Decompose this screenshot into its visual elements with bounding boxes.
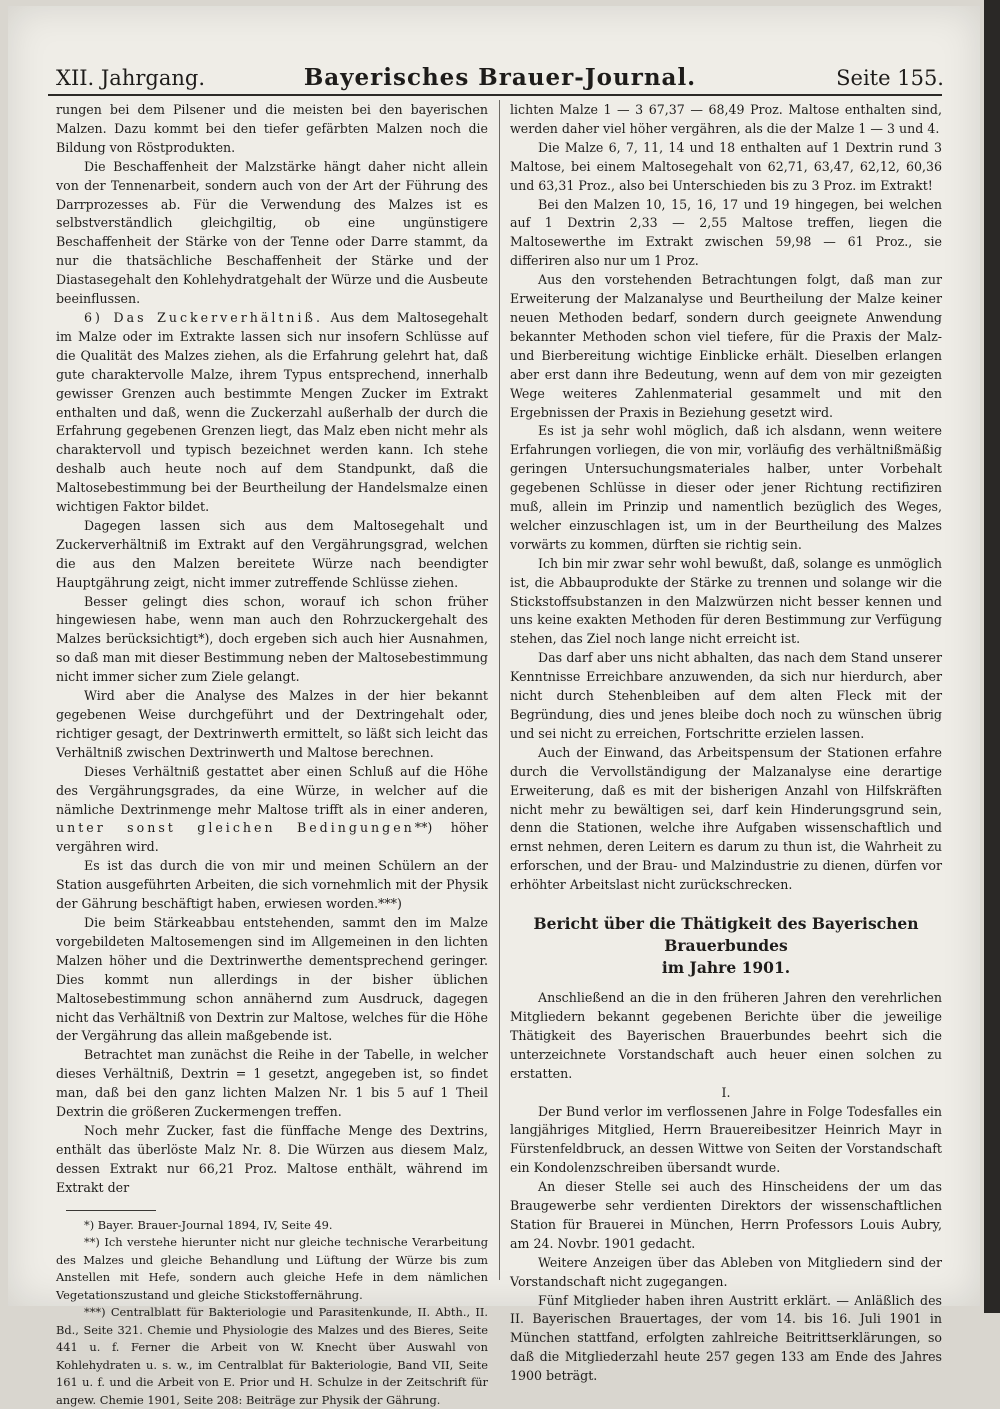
paragraph: Es ist das durch die von mir und meinen Schülern an der Station ausgeführten Arbeiten, die sich vornehmlich mit der Physik der Gährung beschäftigt haben, erwiesen worden.***) [56, 858, 488, 912]
volume-label: XII. Jahrgang. [56, 66, 205, 90]
article-heading-line: im Jahre 1901. [661, 958, 791, 978]
paragraph: Dagegen lassen sich aus dem Maltosegehalt und Zuckerverhältniß im Extrakt auf den Vergährungsgrad, welchen die aus den Malzen bereitete Würze nach beendigter Hauptgährung zeigt, nicht immer zutreffende Schlüsse ziehen. [56, 517, 488, 590]
paragraph-text: Dieses Verhältniß gestattet aber einen Schluß auf die Höhe des Vergährungsgrades, da eine Würze, in welcher auf die nämliche Dextrinmenge mehr Maltose trifft als in einer anderen, [56, 763, 488, 817]
paragraph: Der Bund verlor im verflossenen Jahre in Folge Todesfalles ein langjähriges Mitglied, Herrn Brauereibesitzer Heinrich Mayr in Fürstenfeldbruck, an dessen Wittwe von Seiten der Vorstandschaft ein Kondolenzschreiben übersandt wurde. [510, 1103, 942, 1176]
paragraph: Die beim Stärkeabbau entstehenden, sammt den im Malze vorgebildeten Maltosemengen sind im Allgemeinen in den lichten Malzen höher und die Dextrinwerthe dementsprechend geringer. Dies kommt nun allerdings in der bisher üblichen Maltosebestimmung schon annähernd zum Ausdruck, dagegen nicht das Verhältniß von Dextrin zur Maltose, welches für die Höhe der Vergährung das allein maßgebende ist. [56, 914, 488, 1044]
article-heading [510, 913, 942, 979]
paragraph: Ich bin mir zwar sehr wohl bewußt, daß, solange es unmöglich ist, die Abbauprodukte der Stärke zu trennen und solange wir die Stickstoffsubstanzen in den Malzwürzen nicht besser kennen und uns keine exakten Methoden für deren Bestimmung zur Verfügung stehen, das Ziel noch lange nicht erreicht ist. [510, 555, 942, 647]
paragraph-text: **) höher vergähren wird. [56, 820, 488, 855]
paragraph: Das darf aber uns nicht abhalten, das nach dem Stand unserer Kenntnisse Erreichbare anzuwenden, da sich nur hierdurch, aber nicht durch Stehenbleiben auf dem alten Fleck mit der Begründung, dies und jenes bleibe doch noch zu wünschen übrig und sei nicht zu erreichen, Fortschritte erzielen lassen. [510, 650, 942, 741]
paragraph: Weitere Anzeigen über das Ableben von Mitgliedern sind der Vorstandschaft nicht zugegangen. [510, 1254, 942, 1289]
paragraph-text: Aus dem Maltosegehalt im Malze oder im Extrakte lassen sich nur insofern Schlüsse auf die Qualität des Malzes ziehen, als die Erfahrung gelehrt hat, daß gute charaktervolle Malze, ihrem Typus entsprechend, innerhalb gewisser Grenzen auch bestimmte Mengen Zucker im Extrakt enthalten und daß, wenn die Zuckerzahl außerhalb der durch die Erfahrung gegebenen Grenzen liegt, das Malz eben nicht mehr als charaktervoll und typisch bezeichnet werden kann. Ich stehe deshalb auch heute noch auf dem Standpunkt, daß die Maltosebestimmung bei der Beurtheilung der Handelsmalze einen wichtigen Faktor bildet. [56, 309, 488, 515]
left-column [56, 101, 488, 1409]
page-header [56, 62, 944, 96]
paragraph: Die Beschaffenheit der Malzstärke hängt daher nicht allein von der Tennenarbeit, sondern auch von der Art der Führung des Darrprozesses ab. Für die Verwendung des Malzes ist es selbstverständlich gleichgiltig, ob eine ungünstigere Beschaffenheit der Stärke von der Tenne oder Darre stammt, da nur die thatsächliche Beschaffenheit der Stärke und der Diastasegehalt den Kohlehydratgehalt der Würze und die Ausbeute beeinflussen. [56, 158, 488, 307]
paragraph: Wird aber die Analyse des Malzes in der hier bekannt gegebenen Weise durchgeführt und der Dextringehalt oder, richtiger gesagt, der Dextrinwerth ermittelt, so läßt sich leicht das Verhältniß zwischen Dextrinwerth und Maltose berechnen. [56, 688, 488, 760]
header-rule [48, 94, 942, 96]
paragraph: Betrachtet man zunächst die Reihe in der Tabelle, in welcher dieses Verhältniß, Dextrin = 1 gesetzt, angegeben ist, so findet man, daß bei den ganz lichten Malzen Nr. 1 bis 5 auf 1 Theil Dextrin die größeren Zuckermengen treffen. [56, 1047, 488, 1120]
paragraph: An dieser Stelle sei auch des Hinscheidens der um das Braugewerbe sehr verdienten Direktors der wissenschaftlichen Station für Brauerei in München, Herrn Professors Louis Aubry, am 24. Novbr. 1901 gedacht. [510, 1179, 942, 1251]
paragraph [56, 763, 488, 858]
paragraph: Noch mehr Zucker, fast die fünffache Menge des Dextrins, enthält das überlöste Malz Nr. 8. Die Würzen aus diesem Malz, dessen Extrakt nur 66,21 Proz. Maltose enthält, während im Extrakt der [56, 1122, 488, 1195]
paragraph: Die Malze 6, 7, 11, 14 und 18 enthalten auf 1 Dextrin rund 3 Maltose, bei einem Maltosegehalt von 62,71, 63,47, 62,12, 60,36 und 63,31 Proz., also bei Unterschieden bis zu 3 Proz. im Extrakt! [510, 139, 942, 193]
column-divider [499, 100, 500, 1280]
paragraph: Aus den vorstehenden Betrachtungen folgt, daß man zur Erweiterung der Malzanalyse und Beurtheilung der Malze keiner neuen Methoden bedarf, sondern durch geeignete Anwendung bekannter Methoden schon viel tiefere, für die Praxis der Malz- und Bierbereitung wichtige Einblicke erhält. Dieselben erlangen aber erst dann ihre Bedeutung, wenn auf dem von mir gezeigten Wege weiteres Zahlenmaterial gesammelt und mit den Ergebnissen der Praxis in Beziehung gesetzt wird. [510, 272, 942, 420]
paragraph: Auch der Einwand, das Arbeitspensum der Stationen erfahre durch die Vervollständigung der Malzanalyse eine derartige Erweiterung, daß es mit der bisherigen Anzahl von Hilfskräften nicht mehr zu bewältigen sei, darf kein Hinderungsgrund sein, denn die Stationen, welche ihre Aufgaben wissenschaftlich und ernst nehmen, deren Leitern es darum zu thun ist, die Wahrheit zu erforschen, und der Brau- und Malzindustrie zu dienen, dürfen vor erhöhter Arbeitslast nicht zurückschrecken. [510, 744, 942, 893]
journal-title: Bayerisches Brauer-Journal. [303, 64, 697, 91]
paragraph: Anschließend an die in den früheren Jahren den verehrlichen Mitgliedern bekannt gegebenen Berichte über die jeweilige Thätigkeit des Bayerischen Brauerbundes beehrt sich die unterzeichnete Vorstandschaft auch heuer einen solchen zu erstatten. [510, 990, 942, 1081]
footnote: ***) Centralblatt für Bakteriologie und Parasitenkunde, II. Abth., II. Bd., Seite 321. Chemie und Physiologie des Malzes und des Bieres, Seite 441 u. f. Ferner die Arbeit von W. Knecht über Auswahl von Kohlehydraten u. s. w., im Centralblat für Bakteriologie, Band VII, Seite 161 u. f. und die Arbeit von E. Prior und H. Schulze in der Zeitschrift für angew. Chemie 1901, Seite 208: Beiträge zur Physik der Gährung. [56, 1305, 488, 1407]
paragraph: Besser gelingt dies schon, worauf ich schon früher hingewiesen habe, wenn man auch den Rohrzuckergehalt des Malzes berücksichtigt*), doch ergeben sich auch hier Ausnahmen, so daß man mit dieser Bestimmung neben der Maltosebestimmung nicht immer sicher zum Ziele gelangt. [56, 593, 488, 685]
section-number: I. [721, 1084, 731, 1100]
paragraph [56, 309, 488, 517]
section-label: 6) Das Zuckerverhältniß. [84, 309, 323, 325]
paragraph: Bei den Malzen 10, 15, 16, 17 und 19 hingegen, bei welchen auf 1 Dextrin 2,33 — 2,55 Maltose treffen, liegen die Maltosewerthe im Extrakt zwischen 59,98 — 61 Proz., sie differiren also nur um 1 Proz. [510, 196, 942, 269]
right-column [510, 101, 942, 1386]
footnote: **) Ich verstehe hierunter nicht nur gleiche technische Verarbeitung des Malzes und gleiche Behandlung und Lüftung der Würze bis zum Anstellen mit Hefe, sondern auch gleiche Hefe in dem nämlichen Vegetationszustand und gleiche Stickstoffernährung. [56, 1235, 488, 1302]
page-number: Seite 155. [836, 66, 944, 90]
paragraph: Fünf Mitglieder haben ihren Austritt erklärt. — Anläßlich des II. Bayerischen Brauertages, der vom 14. bis 16. Juli 1901 in München stattfand, erfolgten zahlreiche Beitrittserklärungen, so daß die Mitgliederzahl heute 257 gegen 133 am Ende des Jahres 1900 beträgt. [510, 1292, 942, 1384]
paragraph: rungen bei dem Pilsener und die meisten bei den bayerischen Malzen. Dazu kommt bei den tiefer gefärbten Malzen noch die Bildung von Röstprodukten. [56, 102, 488, 155]
paragraph: Es ist ja sehr wohl möglich, daß ich alsdann, wenn weitere Erfahrungen vorliegen, die von mir, vorläufig des verhältnißmäßig geringen Untersuchungsmateriales halber, unter Vorbehalt gegebenen Schlüsse in dieser oder jener Richtung rectifiziren muß, allein im Prinzip und namentlich bezüglich des Weges, welcher einzuschlagen ist, um in der Beurtheilung des Malzes vorwärts zu kommen, dürften sie richtig sein. [510, 423, 942, 552]
scan-edge [984, 0, 1000, 1313]
paragraph: lichten Malze 1 — 3 67,37 — 68,49 Proz. Maltose enthalten sind, werden daher viel höher vergähren, als die der Malze 1 — 3 und 4. [510, 102, 942, 136]
footnote-rule [66, 1210, 156, 1211]
emphasized-text: unter sonst gleichen Bedingungen [56, 820, 415, 836]
article-heading-line: Bericht über die Thätigkeit des Bayerischen Brauerbundes [533, 914, 919, 956]
footnote: *) Bayer. Brauer-Journal 1894, IV, Seite 49. [84, 1217, 333, 1232]
